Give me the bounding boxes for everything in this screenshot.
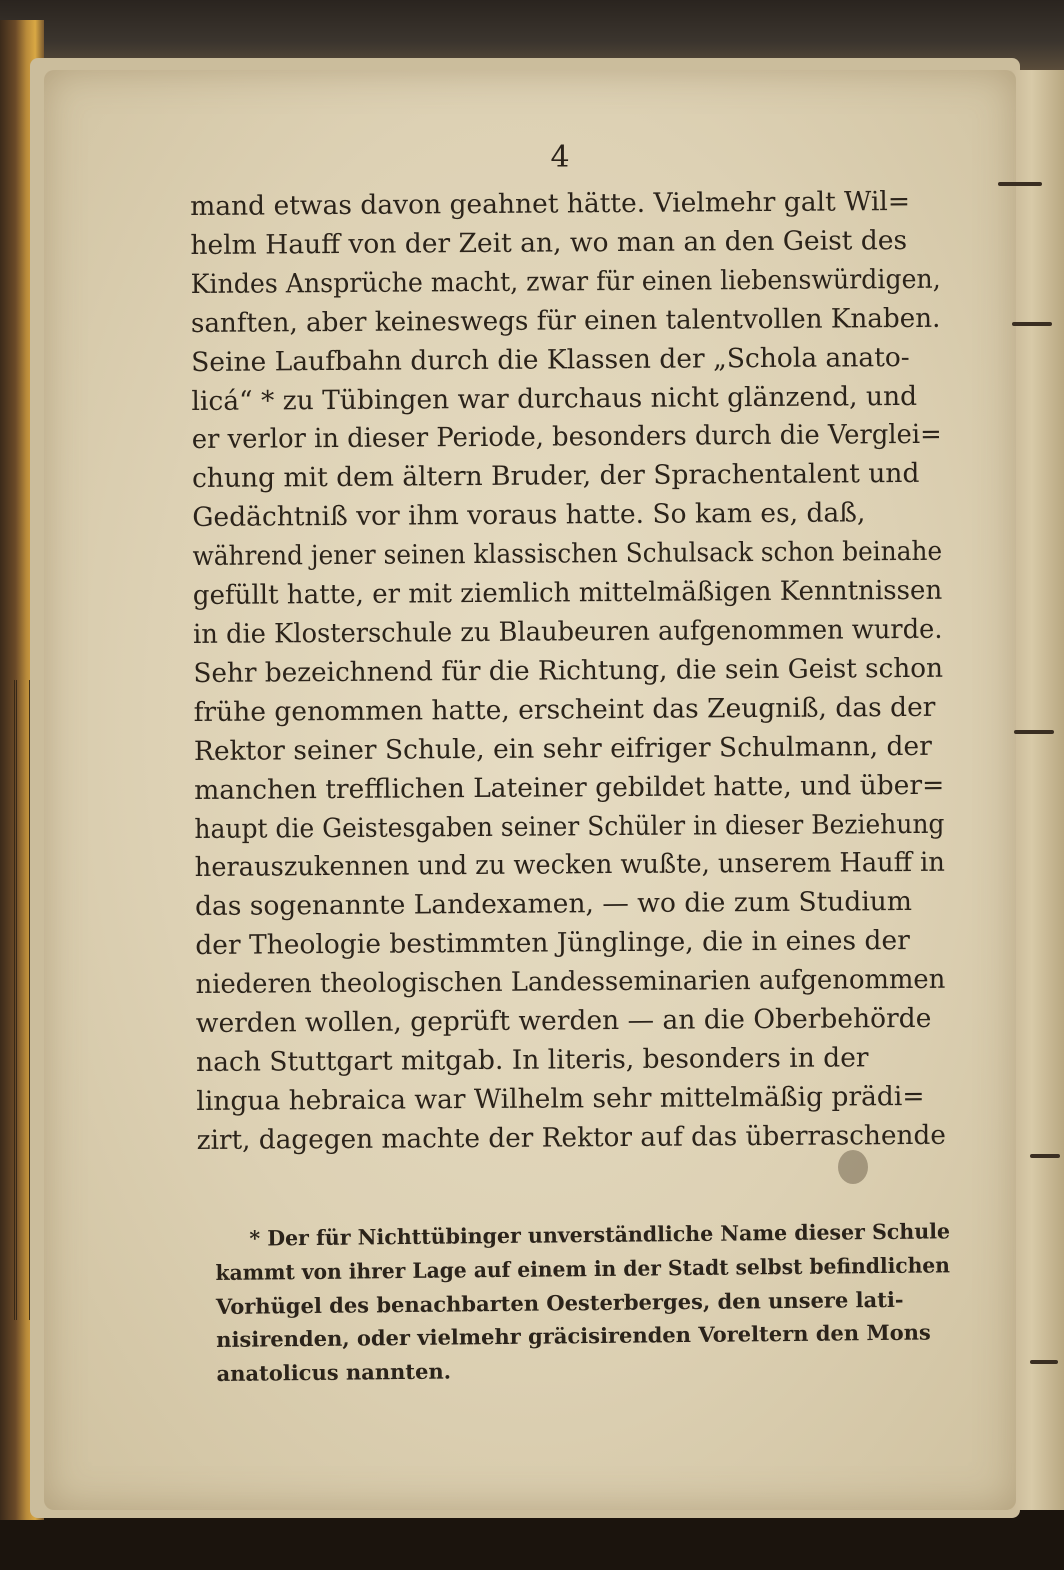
margin-mark <box>1030 1154 1060 1158</box>
margin-mark <box>1030 1360 1058 1364</box>
body-line: während jener seinen klassischen Schulsack schon beinahe <box>192 535 943 573</box>
body-line: manchen trefflichen Lateiner gebildet hatte, und über= <box>194 769 945 806</box>
body-line: zirt, dagegen machte der Rektor auf das überraschende <box>196 1119 946 1156</box>
body-line: helm Hauff von der Zeit an, wo man an den Geist des <box>190 224 908 261</box>
body-line: werden wollen, geprüft werden — an die Oberbehörde <box>195 1002 932 1040</box>
body-line: Seine Laufbahn durch die Klassen der „Schola anato- <box>191 341 910 378</box>
margin-mark <box>1014 730 1054 734</box>
body-line: chung mit dem ältern Bruder, der Sprachentalent und <box>191 458 920 495</box>
body-line: mand etwas davon geahnet hätte. Vielmehr galt Wil= <box>190 185 911 222</box>
body-line: lingua hebraica war Wilhelm sehr mittelmäßig prädi= <box>196 1080 925 1117</box>
body-line: gefüllt hatte, er mit ziemlich mittelmäßigen Kenntnissen <box>192 574 943 612</box>
footnote-line: Vorhügel des benachbarten Oesterberges, den unsere lati- <box>215 1286 904 1319</box>
facing-page-edge <box>1010 70 1064 1510</box>
margin-mark <box>1012 322 1052 326</box>
footnote <box>215 1214 952 1391</box>
footnote-line: anatolicus nannten. <box>216 1358 452 1387</box>
body-line: Gedächtniß vor ihm voraus hatte. So kam es, daß, <box>192 497 866 534</box>
body-text <box>190 183 947 1161</box>
body-line: frühe genommen hatte, erscheint das Zeugniß, das der <box>193 691 936 728</box>
body-line: nach Stuttgart mitgab. In literis, besonders in der <box>195 1042 869 1078</box>
body-line: Rektor seiner Schule, ein sehr eifriger Schulmann, der <box>193 730 932 767</box>
body-line: der Theologie bestimmten Jünglinge, die in eines der <box>195 925 910 962</box>
footnote-line: kammt von ihrer Lage auf einem in der Stadt selbst befindlichen <box>215 1252 951 1285</box>
body-line: licá“ * zu Tübingen war durchaus nicht glänzend, und <box>191 380 918 417</box>
body-line: sanften, aber keineswegs für einen talentvollen Knaben. <box>190 302 941 339</box>
body-line: haupt die Geistesgaben seiner Schüler in dieser Beziehung <box>194 808 945 845</box>
margin-mark <box>998 182 1042 186</box>
body-line: Sehr bezeichnend für die Richtung, die sein Geist schon <box>193 652 944 689</box>
body-line: niederen theologischen Landesseminarien aufgenommen <box>195 963 946 1001</box>
body-line: in die Klosterschule zu Blaubeuren aufgenommen wurde. <box>193 613 943 650</box>
ink-smudge <box>838 1150 868 1184</box>
body-line: herauszukennen und zu wecken wußte, unserem Hauff in <box>194 847 945 884</box>
body-line: Kindes Ansprüche macht, zwar für einen liebenswürdigen, <box>190 263 941 300</box>
body-line: er verlor in dieser Periode, besonders durch die Verglei= <box>191 419 942 456</box>
footnote-line: * Der für Nichttübinger unverständliche Name dieser Schule <box>249 1218 951 1251</box>
body-line: das sogenannte Landexamen, — wo die zum Studium <box>194 886 913 923</box>
footnote-line: nisirenden, oder vielmehr gräcisirenden Voreltern den Mons <box>216 1319 931 1353</box>
page-number: 4 <box>550 140 570 175</box>
